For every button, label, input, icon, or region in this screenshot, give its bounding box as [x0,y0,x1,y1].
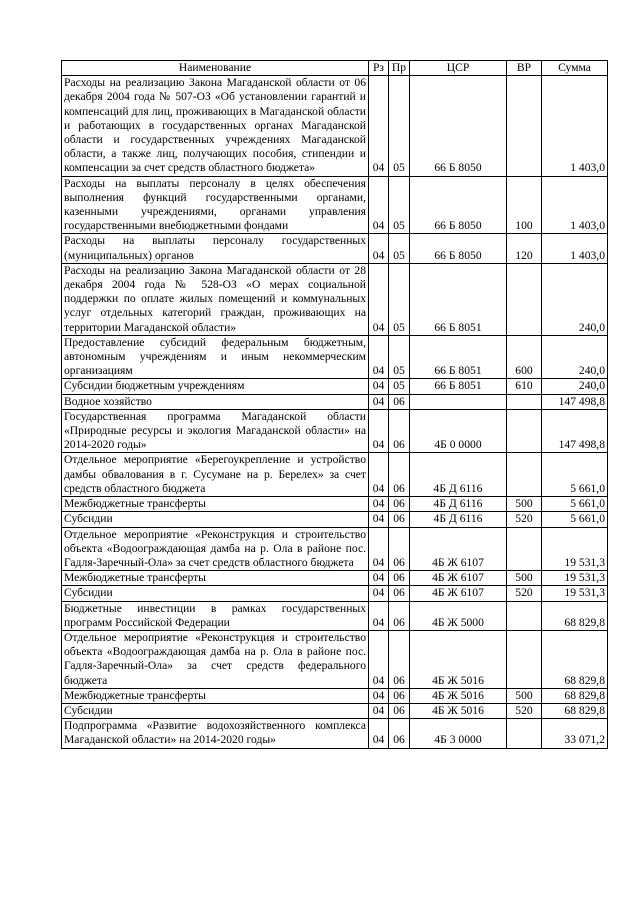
row-rz: 04 [369,586,389,601]
row-vr [507,394,542,409]
row-rz: 04 [369,703,389,718]
row-pr: 06 [389,586,410,601]
row-rz: 04 [369,394,389,409]
row-csr: 66 Б 8050 [410,76,507,176]
row-csr: 66 Б 8051 [410,379,507,394]
row-csr: 66 Б 8050 [410,234,507,263]
table-row [62,527,608,571]
row-csr: 4Б Ж 6107 [410,527,507,571]
row-csr: 4Б Д 6116 [410,512,507,527]
row-sum: 1 403,0 [542,76,608,176]
row-name: Подпрограмма «Развитие водохозяйственного комплекса Магаданской области» на 2014-2020 годы» [62,719,369,748]
row-vr [507,453,542,497]
row-sum: 68 829,8 [542,630,608,688]
row-name: Водное хозяйство [62,394,369,409]
row-pr: 05 [389,379,410,394]
row-pr: 06 [389,453,410,497]
row-name: Бюджетные инвестиции в рамках государственных программ Российской Федерации [62,601,369,630]
row-csr: 4Б Ж 5016 [410,630,507,688]
table-row [62,453,608,497]
row-sum: 5 661,0 [542,512,608,527]
row-csr: 4Б Д 6116 [410,497,507,512]
row-name: Расходы на выплаты персоналу в целях обеспечения выполнения функций государственными органами, казенными учреждениями, органами управления государственными внебюджетными фондами [62,176,369,234]
row-name: Субсидии [62,586,369,601]
header-csr: ЦСР [410,61,507,76]
table-row [62,497,608,512]
table-row [62,512,608,527]
row-csr: 66 Б 8051 [410,335,507,379]
row-vr [507,527,542,571]
row-name: Субсидии [62,703,369,718]
row-pr: 05 [389,76,410,176]
row-pr: 05 [389,176,410,234]
table-row [62,379,608,394]
row-vr: 500 [507,688,542,703]
row-rz: 04 [369,176,389,234]
table-row [62,76,608,176]
row-rz: 04 [369,571,389,586]
row-vr [507,263,542,335]
table-row [62,176,608,234]
row-vr: 610 [507,379,542,394]
table-row [62,586,608,601]
row-name: Расходы на реализацию Закона Магаданской области от 28 декабря 2004 года № 528-ОЗ «О мерах социальной поддержки по оплате жилых помещений и коммунальных услуг отдельных категорий граждан, проживающих на территории Магаданской области» [62,263,369,335]
row-csr: 4Б Ж 5016 [410,703,507,718]
row-name: Межбюджетные трансферты [62,571,369,586]
row-pr: 06 [389,512,410,527]
row-name: Межбюджетные трансферты [62,688,369,703]
row-vr: 120 [507,234,542,263]
row-pr: 06 [389,630,410,688]
row-name: Субсидии [62,512,369,527]
row-vr: 500 [507,571,542,586]
row-rz: 04 [369,512,389,527]
row-rz: 04 [369,497,389,512]
table-row [62,571,608,586]
row-rz: 04 [369,527,389,571]
row-sum: 1 403,0 [542,176,608,234]
row-csr: 4Б Ж 6107 [410,586,507,601]
table-row [62,703,608,718]
table-row [62,409,608,453]
header-vr: ВР [507,61,542,76]
row-name: Предоставление субсидий федеральным бюджетным, автономным учреждениям и иным некоммерческим организациям [62,335,369,379]
row-rz: 04 [369,76,389,176]
row-vr: 520 [507,703,542,718]
row-rz: 04 [369,688,389,703]
table-row [62,263,608,335]
row-pr: 05 [389,234,410,263]
row-sum: 5 661,0 [542,453,608,497]
row-sum: 19 531,3 [542,571,608,586]
row-pr: 06 [389,497,410,512]
row-sum: 240,0 [542,335,608,379]
row-vr: 500 [507,497,542,512]
row-sum: 19 531,3 [542,527,608,571]
row-sum: 5 661,0 [542,497,608,512]
row-csr: 4Б Д 6116 [410,453,507,497]
row-name: Отдельное мероприятие «Реконструкция и строительство объекта «Водоограждающая дамба на р. Ола в районе пос. Гадля-Заречный-Ола» за счет средств федерального бюджета [62,630,369,688]
row-vr [507,409,542,453]
row-sum: 19 531,3 [542,586,608,601]
table-row [62,719,608,748]
row-name: Отдельное мероприятие «Реконструкция и строительство объекта «Водоограждающая дамба на р. Ола в районе пос. Гадля-Заречный-Ола» за счет средств областного бюджета [62,527,369,571]
row-pr: 06 [389,527,410,571]
row-vr [507,601,542,630]
table-row [62,335,608,379]
row-rz: 04 [369,335,389,379]
header-sum: Сумма [542,61,608,76]
row-sum: 147 498,8 [542,409,608,453]
row-pr: 05 [389,263,410,335]
row-sum: 240,0 [542,379,608,394]
row-rz: 04 [369,453,389,497]
row-name: Межбюджетные трансферты [62,497,369,512]
row-sum: 147 498,8 [542,394,608,409]
row-csr: 4Б 3 0000 [410,719,507,748]
table-row [62,601,608,630]
row-name: Субсидии бюджетным учреждениям [62,379,369,394]
row-rz: 04 [369,263,389,335]
row-pr: 06 [389,703,410,718]
row-rz: 04 [369,630,389,688]
table-row [62,394,608,409]
row-csr [410,394,507,409]
row-vr [507,76,542,176]
table-row [62,630,608,688]
header-rz: Рз [369,61,389,76]
row-sum: 33 071,2 [542,719,608,748]
table-row [62,688,608,703]
row-vr: 600 [507,335,542,379]
table-header-row [62,61,608,76]
row-csr: 4Б Ж 6107 [410,571,507,586]
row-pr: 05 [389,335,410,379]
row-sum: 68 829,8 [542,703,608,718]
row-sum: 68 829,8 [542,601,608,630]
row-vr [507,630,542,688]
row-csr: 4Б Ж 5000 [410,601,507,630]
table-row [62,234,608,263]
row-pr: 06 [389,409,410,453]
row-rz: 04 [369,234,389,263]
row-csr: 4Б Ж 5016 [410,688,507,703]
row-sum: 68 829,8 [542,688,608,703]
row-pr: 06 [389,688,410,703]
table-body [62,76,608,748]
row-pr: 06 [389,571,410,586]
row-pr: 06 [389,601,410,630]
header-pr: Пр [389,61,410,76]
row-vr: 520 [507,586,542,601]
row-rz: 04 [369,719,389,748]
row-vr: 520 [507,512,542,527]
row-sum: 1 403,0 [542,234,608,263]
header-name: Наименование [62,61,369,76]
row-vr [507,719,542,748]
row-rz: 04 [369,379,389,394]
row-name: Расходы на выплаты персоналу государственных (муниципальных) органов [62,234,369,263]
row-name: Государственная программа Магаданской области «Природные ресурсы и экология Магаданской области» на 2014-2020 годы» [62,409,369,453]
row-rz: 04 [369,601,389,630]
row-rz: 04 [369,409,389,453]
row-csr: 66 Б 8050 [410,176,507,234]
row-name: Расходы на реализацию Закона Магаданской области от 06 декабря 2004 года № 507-ОЗ «Об установлении гарантий и компенсаций для лиц, проживающих в Магаданской области и работающих в государственных органах Магаданской области и государственных учреждениях Магаданской области, а также лиц, получающих пособия, стипендии и компенсации за счет средств областного бюджета» [62,76,369,176]
row-vr: 100 [507,176,542,234]
row-sum: 240,0 [542,263,608,335]
row-csr: 66 Б 8051 [410,263,507,335]
row-pr: 06 [389,719,410,748]
row-name: Отдельное мероприятие «Берегоукрепление и устройство дамбы обвалования в г. Сусумане на р. Берелех» за счет средств областного бюджета [62,453,369,497]
row-pr: 06 [389,394,410,409]
row-csr: 4Б 0 0000 [410,409,507,453]
budget-table [61,60,608,749]
